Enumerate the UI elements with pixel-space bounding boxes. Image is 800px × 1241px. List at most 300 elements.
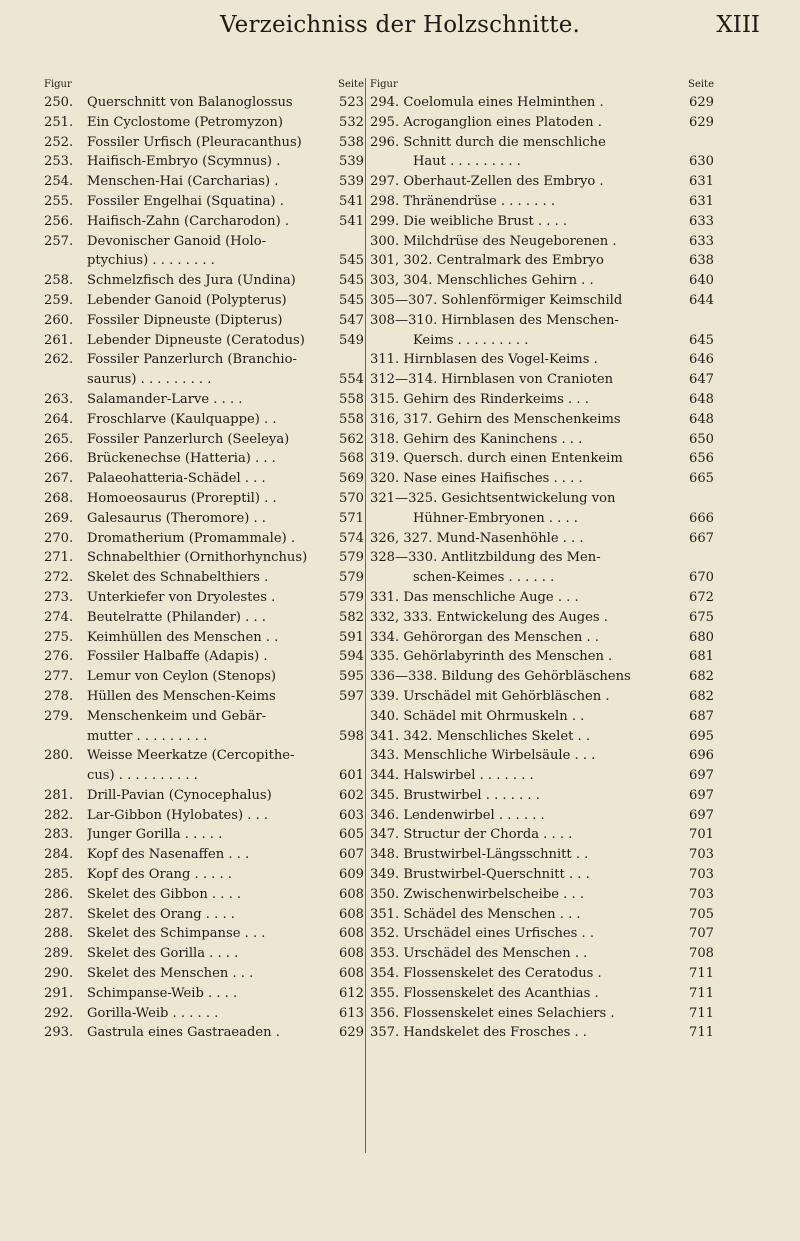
- figure-entry: [44, 133, 364, 153]
- page-ref: 695: [689, 728, 714, 744]
- figure-entry: [370, 212, 714, 232]
- figure-entry: [370, 806, 714, 826]
- figure-title: 332, 333. Entwickelung des Auges .: [370, 609, 608, 625]
- figure-entry: [44, 331, 364, 351]
- figure-entry: [370, 1023, 714, 1043]
- page-ref: 696: [689, 748, 714, 764]
- figure-number: 283.: [44, 827, 74, 843]
- figure-entry: [370, 1004, 714, 1024]
- page-ref: 549: [339, 332, 364, 348]
- figure-title: 353. Urschädel des Menschen . .: [370, 946, 588, 962]
- figure-title: Hüllen des Menschen-Keims: [87, 688, 276, 704]
- figure-entry: [370, 192, 714, 212]
- figure-number: 287.: [44, 906, 74, 922]
- figure-entry: [370, 984, 714, 1004]
- figure-title: Devonischer Ganoid (Holo-: [87, 233, 267, 249]
- figure-entry: [44, 529, 364, 549]
- page-ref: 523: [339, 95, 364, 110]
- figure-entry: [370, 548, 714, 568]
- page-ref: 629: [689, 114, 714, 130]
- figure-number: 291.: [44, 985, 74, 1001]
- figure-entry: [44, 489, 364, 509]
- page-ref: 574: [339, 530, 364, 546]
- figure-entry: [44, 766, 364, 786]
- figure-title: 350. Zwischenwirbelscheibe . . .: [370, 886, 584, 902]
- figure-number: 290.: [44, 966, 74, 982]
- page-ref: 612: [339, 985, 364, 1001]
- figure-entry: [44, 172, 364, 192]
- figure-entry: [370, 172, 714, 192]
- figure-entry: [370, 251, 714, 271]
- figure-entry: [44, 509, 364, 529]
- figure-entry: [44, 410, 364, 430]
- figure-title: Lebender Dipneuste (Ceratodus): [87, 332, 305, 348]
- figure-title: cus) . . . . . . . . . .: [87, 768, 198, 784]
- figure-title: 341. 342. Menschliches Skelet . .: [370, 728, 590, 744]
- figure-entry: [44, 390, 364, 410]
- figure-number: 261.: [44, 332, 74, 348]
- page-ref: 711: [689, 1025, 714, 1041]
- figure-title: Lar-Gibbon (Hylobates) . . .: [87, 807, 269, 823]
- figure-number: 257.: [44, 233, 74, 249]
- figure-entry: [370, 469, 714, 489]
- figure-entry: [370, 766, 714, 786]
- figure-number: 252.: [44, 134, 74, 150]
- figure-entry: [370, 865, 714, 885]
- figure-entry: [370, 271, 714, 291]
- figure-title: Keimhüllen des Menschen . .: [87, 629, 279, 645]
- page-ref: 648: [689, 411, 714, 427]
- figure-entry: [370, 430, 714, 450]
- page-ref: 607: [339, 847, 364, 863]
- page-ref: 608: [339, 906, 364, 922]
- figure-title: Galesaurus (Theromore) . .: [87, 510, 266, 526]
- figure-number: 256.: [44, 213, 74, 229]
- page-ref: 569: [339, 471, 364, 487]
- figure-title: Hühner-Embryonen . . . .: [413, 510, 578, 526]
- page-ref: 703: [689, 886, 714, 902]
- figure-entry: [44, 152, 364, 172]
- page-ref: 582: [339, 609, 364, 625]
- figure-entry: [370, 93, 714, 113]
- figure-title: 347. Structur der Chorda . . . .: [370, 827, 573, 843]
- page-ref: 602: [339, 787, 364, 803]
- page-ref: 646: [689, 352, 714, 368]
- figure-entry: [44, 212, 364, 232]
- figure-title: 351. Schädel des Menschen . . .: [370, 906, 581, 922]
- figure-entry: [44, 727, 364, 747]
- page-ref: 608: [339, 926, 364, 942]
- figure-title: Skelet des Schnabelthiers .: [87, 570, 269, 586]
- figure-number: 284.: [44, 847, 74, 863]
- page-title: Verzeichniss der Holzschnitte.: [219, 12, 581, 38]
- figure-title: Lebender Ganoid (Polypterus): [87, 292, 287, 308]
- page-ref: 613: [339, 1005, 364, 1021]
- page-ref: 633: [689, 233, 714, 249]
- figure-number: 268.: [44, 490, 74, 506]
- figure-title: Fossiler Panzerlurch (Branchio-: [87, 352, 297, 368]
- figure-title: Salamander-Larve . . . .: [87, 391, 243, 407]
- figure-entry: [44, 944, 364, 964]
- figure-entry: [370, 113, 714, 133]
- figure-title: Dromatherium (Promammale) .: [87, 530, 296, 546]
- figure-title: 297. Oberhaut-Zellen des Embryo .: [370, 174, 604, 190]
- figure-entry: [44, 1004, 364, 1024]
- figure-entry: [44, 548, 364, 568]
- figure-entry: [44, 667, 364, 687]
- page-ref: 631: [689, 174, 714, 190]
- figure-number: 293.: [44, 1025, 74, 1041]
- figure-title: 343. Menschliche Wirbelsäule . . .: [370, 748, 596, 764]
- page-ref: 680: [689, 629, 714, 645]
- figure-title: 336—338. Bildung des Gehörbläschens: [370, 669, 631, 685]
- figure-title: 339. Urschädel mit Gehörbläschen .: [370, 688, 610, 704]
- figure-number: 254.: [44, 174, 74, 190]
- figure-entry: [370, 133, 714, 153]
- figure-number: 264.: [44, 411, 74, 427]
- figure-title: Menschenkeim und Gebär-: [87, 708, 267, 724]
- page-ref: 666: [689, 510, 714, 526]
- figure-title: 326, 327. Mund-Nasenhöhle . . .: [370, 530, 584, 546]
- figure-number: 266.: [44, 451, 74, 467]
- figure-entry: [370, 449, 714, 469]
- figure-title: Kopf des Orang . . . . .: [87, 867, 232, 883]
- figure-title: 331. Das menschliche Auge . . .: [370, 589, 579, 605]
- figure-number: 255.: [44, 193, 74, 209]
- figure-number: 288.: [44, 926, 74, 942]
- figure-title: Querschnitt von Balanoglossus: [87, 95, 293, 110]
- figure-entry: [44, 370, 364, 390]
- figure-title: Haut . . . . . . . . .: [413, 154, 521, 170]
- figure-number: 277.: [44, 669, 74, 685]
- figure-title: 352. Urschädel eines Urfisches . .: [370, 926, 595, 942]
- figure-title: 301, 302. Centralmark des Embryo: [370, 253, 604, 269]
- page-ref: 558: [339, 391, 364, 407]
- figure-title: Fossiler Dipneuste (Dipterus): [87, 312, 283, 328]
- figure-title: Brückenechse (Hatteria) . . .: [87, 451, 276, 467]
- figure-title: 300. Milchdrüse des Neugeborenen .: [370, 233, 617, 249]
- figure-number: 276.: [44, 649, 74, 665]
- figure-number: 278.: [44, 688, 74, 704]
- figure-entry: [44, 628, 364, 648]
- figure-entry: [44, 192, 364, 212]
- figure-entry: [44, 350, 364, 370]
- page-ref: 682: [689, 669, 714, 685]
- page-ref: 562: [339, 431, 364, 447]
- figure-title: 349. Brustwirbel-Querschnitt . . .: [370, 867, 590, 883]
- figure-number: 286.: [44, 886, 74, 902]
- figure-entry: [370, 885, 714, 905]
- page-ref: 672: [689, 589, 714, 605]
- figure-number: 282.: [44, 807, 74, 823]
- page-ref: 541: [339, 213, 364, 229]
- figure-title: Froschlarve (Kaulquappe) . .: [87, 411, 277, 427]
- figure-entry: [370, 786, 714, 806]
- figure-number: 279.: [44, 708, 74, 724]
- seite-heading: Seite: [338, 79, 364, 90]
- figure-title: saurus) . . . . . . . . .: [87, 372, 212, 388]
- figure-entry: [370, 152, 714, 172]
- figure-entry: [370, 529, 714, 549]
- figure-title: 335. Gehörlabyrinth des Menschen .: [370, 649, 613, 665]
- figure-title: Haifisch-Zahn (Carcharodon) .: [87, 213, 290, 229]
- figure-entry: [370, 647, 714, 667]
- figure-number: 280.: [44, 748, 74, 764]
- figure-title: 294. Coelomula eines Helminthen .: [370, 95, 604, 110]
- figure-number: 270.: [44, 530, 74, 546]
- figure-entry: [370, 509, 714, 529]
- figure-entry: [370, 331, 714, 351]
- figure-entry: [370, 727, 714, 747]
- figure-entry: [44, 687, 364, 707]
- figure-entry: [44, 786, 364, 806]
- figure-title: 316, 317. Gehirn des Menschenkeims: [370, 411, 621, 427]
- figure-entry: [44, 845, 364, 865]
- page-ref: 711: [689, 1005, 714, 1021]
- page-ref: 608: [339, 886, 364, 902]
- figure-entry: [44, 608, 364, 628]
- figure-title: Keims . . . . . . . . .: [413, 332, 529, 348]
- figure-entry: [44, 924, 364, 944]
- figure-number: 281.: [44, 787, 74, 803]
- figure-number: 258.: [44, 273, 74, 289]
- figure-entry: [44, 568, 364, 588]
- page-ref: 554: [339, 372, 364, 388]
- figure-entry: [370, 588, 714, 608]
- figure-number: 273.: [44, 589, 74, 605]
- figure-entry: [44, 93, 364, 113]
- figure-entry: [370, 687, 714, 707]
- page-header: [40, 8, 760, 52]
- page-ref: 703: [689, 847, 714, 863]
- figure-entry: [44, 647, 364, 667]
- figure-entry: [44, 806, 364, 826]
- right-entry-list: [370, 93, 714, 1043]
- figure-title: Skelet des Schimpanse . . .: [87, 926, 266, 942]
- page-ref: 703: [689, 867, 714, 883]
- figure-number: 251.: [44, 114, 74, 130]
- figure-entry: [370, 390, 714, 410]
- right-column-header: [370, 77, 714, 93]
- figure-entry: [44, 469, 364, 489]
- left-column: [44, 77, 364, 1043]
- page-ref: 598: [339, 728, 364, 744]
- left-column-header: [44, 77, 364, 93]
- page-ref: 579: [339, 570, 364, 586]
- figure-entry: [44, 291, 364, 311]
- figure-entry: [370, 291, 714, 311]
- page-ref: 595: [339, 669, 364, 685]
- page-ref: 633: [689, 213, 714, 229]
- figure-entry: [370, 370, 714, 390]
- figure-title: 296. Schnitt durch die menschliche: [370, 134, 606, 150]
- figure-title: Gastrula eines Gastraeaden .: [87, 1025, 280, 1041]
- figure-entry: [370, 489, 714, 509]
- left-entry-list: [44, 93, 364, 1043]
- figure-entry: [370, 667, 714, 687]
- figure-title: 320. Nase eines Haifisches . . . .: [370, 471, 583, 487]
- page-ref: 711: [689, 966, 714, 982]
- page-ref: 558: [339, 411, 364, 427]
- page-ref: 608: [339, 946, 364, 962]
- seite-heading: Seite: [688, 79, 714, 90]
- page-ref: 547: [339, 312, 364, 328]
- figure-title: Drill-Pavian (Cynocephalus): [87, 787, 272, 803]
- figure-entry: [370, 350, 714, 370]
- figure-entry: [370, 924, 714, 944]
- figure-entry: [370, 746, 714, 766]
- page-ref: 605: [339, 827, 364, 843]
- figure-title: Fossiler Urfisch (Pleuracanthus): [87, 134, 302, 150]
- page-ref: 687: [689, 708, 714, 724]
- figure-title: mutter . . . . . . . . .: [87, 728, 208, 744]
- page-ref: 647: [689, 372, 714, 388]
- page-ref: 631: [689, 193, 714, 209]
- page-ref: 638: [689, 253, 714, 269]
- page-ref: 675: [689, 609, 714, 625]
- figure-entry: [44, 865, 364, 885]
- figure-title: 319. Quersch. durch einen Entenkeim: [370, 451, 623, 467]
- figure-title: ptychius) . . . . . . . .: [87, 253, 215, 269]
- figure-title: 299. Die weibliche Brust . . . .: [370, 213, 568, 229]
- page-ref: 579: [339, 550, 364, 566]
- figure-title: 356. Flossenskelet eines Selachiers .: [370, 1005, 615, 1021]
- page-ref: 568: [339, 451, 364, 467]
- figure-title: Gorilla-Weib . . . . . .: [87, 1005, 219, 1021]
- figure-entry: [370, 568, 714, 588]
- figure-title: 340. Schädel mit Ohrmuskeln . .: [370, 708, 585, 724]
- page-ref: 601: [339, 768, 364, 784]
- figure-number: 271.: [44, 550, 74, 566]
- page-ref: 711: [689, 985, 714, 1001]
- figure-title: Skelet des Menschen . . .: [87, 966, 254, 982]
- figure-entry: [44, 825, 364, 845]
- figure-title: Unterkiefer von Dryolestes .: [87, 589, 276, 605]
- figure-number: 292.: [44, 1005, 74, 1021]
- figure-entry: [370, 311, 714, 331]
- figure-entry: [44, 271, 364, 291]
- figure-title: 298. Thränendrüse . . . . . . .: [370, 193, 555, 209]
- page-ref: 594: [339, 649, 364, 665]
- figure-entry: [44, 707, 364, 727]
- figure-number: 253.: [44, 154, 74, 170]
- page-ref: 650: [689, 431, 714, 447]
- figure-title: 348. Brustwirbel-Längsschnitt . .: [370, 847, 589, 863]
- figure-title: 311. Hirnblasen des Vogel-Keims .: [370, 352, 598, 368]
- page-ref: 707: [689, 926, 714, 942]
- figure-entry: [44, 1023, 364, 1043]
- figure-title: Junger Gorilla . . . . .: [87, 827, 223, 843]
- page-ref: 708: [689, 946, 714, 962]
- page-ref: 681: [689, 649, 714, 665]
- figure-title: Schmelzfisch des Jura (Undina): [87, 273, 296, 289]
- page-ref: 570: [339, 490, 364, 506]
- figure-entry: [44, 430, 364, 450]
- page-ref: 571: [339, 510, 364, 526]
- figure-number: 267.: [44, 471, 74, 487]
- figure-title: 346. Lendenwirbel . . . . . .: [370, 807, 545, 823]
- figure-entry: [370, 825, 714, 845]
- figure-entry: [370, 964, 714, 984]
- figure-title: Palaeohatteria-Schädel . . .: [87, 471, 266, 487]
- page-ref: 532: [339, 114, 364, 130]
- figure-title: Ein Cyclostome (Petromyzon): [87, 114, 283, 130]
- page-ref: 670: [689, 570, 714, 586]
- figure-entry: [370, 410, 714, 430]
- figure-number: 289.: [44, 946, 74, 962]
- figure-title: Fossiler Engelhai (Squatina) .: [87, 193, 284, 209]
- page-ref: 539: [339, 174, 364, 190]
- figure-title: 354. Flossenskelet des Ceratodus .: [370, 966, 602, 982]
- figure-entry: [44, 449, 364, 469]
- figure-entry: [44, 251, 364, 271]
- page-ref: 667: [689, 530, 714, 546]
- figure-title: Lemur von Ceylon (Stenops): [87, 669, 277, 685]
- figure-title: Kopf des Nasenaffen . . .: [87, 847, 250, 863]
- figure-title: 318. Gehirn des Kaninchens . . .: [370, 431, 583, 447]
- figure-number: 269.: [44, 510, 74, 526]
- figure-entry: [370, 845, 714, 865]
- page-ref: 603: [339, 807, 364, 823]
- figure-number: 262.: [44, 352, 74, 368]
- figure-title: Homoeosaurus (Proreptil) . .: [87, 490, 277, 506]
- figure-title: 315. Gehirn des Rinderkeims . . .: [370, 391, 589, 407]
- figure-number: 259.: [44, 292, 74, 308]
- figure-title: 345. Brustwirbel . . . . . . .: [370, 787, 540, 803]
- figure-title: Fossiler Panzerlurch (Seeleya): [87, 431, 290, 447]
- page-ref: 538: [339, 134, 364, 150]
- page-ref: 682: [689, 688, 714, 704]
- figure-title: Beutelratte (Philander) . . .: [87, 609, 266, 625]
- page-ref: 697: [689, 787, 714, 803]
- page-ref: 640: [689, 273, 714, 289]
- figure-entry: [370, 905, 714, 925]
- figure-title: 303, 304. Menschliches Gehirn . .: [370, 273, 594, 289]
- figure-entry: [370, 944, 714, 964]
- page-ref: 644: [689, 292, 714, 308]
- page-number: XIII: [716, 12, 760, 38]
- figure-title: 344. Halswirbel . . . . . . .: [370, 768, 534, 784]
- page-ref: 656: [689, 451, 714, 467]
- figure-title: 308—310. Hirnblasen des Menschen-: [370, 312, 619, 328]
- page-ref: 608: [339, 966, 364, 982]
- figure-entry: [370, 707, 714, 727]
- figure-entry: [44, 885, 364, 905]
- figure-entry: [44, 984, 364, 1004]
- figure-entry: [370, 628, 714, 648]
- figure-title: 321—325. Gesichtsentwickelung von: [370, 490, 616, 506]
- page-ref: 630: [689, 154, 714, 170]
- figure-title: Schnabelthier (Ornithorhynchus): [87, 550, 308, 566]
- page-ref: 645: [689, 332, 714, 348]
- figure-entry: [44, 746, 364, 766]
- figure-number: 285.: [44, 867, 74, 883]
- figure-title: Weisse Meerkatze (Cercopithe-: [87, 748, 295, 764]
- figure-number: 274.: [44, 609, 74, 625]
- page-ref: 591: [339, 629, 364, 645]
- page-ref: 609: [339, 867, 364, 883]
- page-ref: 541: [339, 193, 364, 209]
- page-ref: 697: [689, 768, 714, 784]
- figure-entry: [370, 232, 714, 252]
- figure-number: 250.: [44, 95, 74, 110]
- page-ref: 629: [689, 95, 714, 110]
- page-ref: 665: [689, 471, 714, 487]
- figure-title: Menschen-Hai (Carcharias) .: [87, 174, 279, 190]
- figure-title: Schimpanse-Weib . . . .: [87, 985, 238, 1001]
- page-ref: 697: [689, 807, 714, 823]
- figure-title: 357. Handskelet des Frosches . .: [370, 1025, 587, 1041]
